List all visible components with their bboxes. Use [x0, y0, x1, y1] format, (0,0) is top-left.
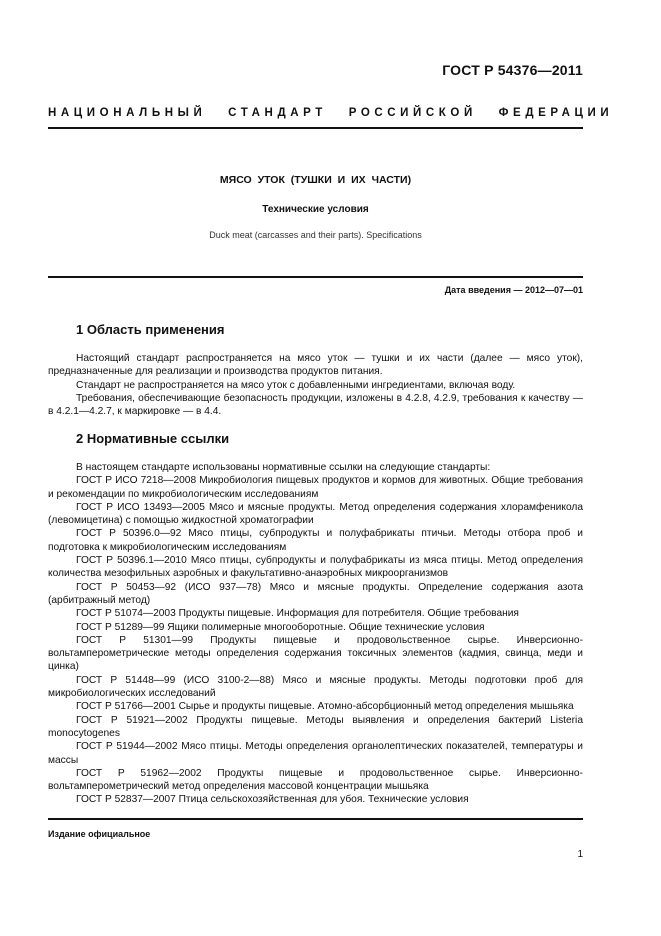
reference-item: ГОСТ Р 51074—2003 Продукты пищевые. Информация для потребителя. Общие требования: [76, 608, 519, 620]
paragraph: Требования, обеспечивающие безопасность продукции, изложены в 4.2.8, 4.2.9, требования к качеству — в 4.2.1—4.2.7, к маркировке — в 4.4.: [48, 392, 583, 418]
section-heading-scope: 1 Область применения: [76, 322, 225, 337]
document-subtitle: Технические условия: [262, 204, 369, 215]
footer-divider: [48, 818, 583, 820]
paragraph: В настоящем стандарте использованы нормативные ссылки на следующие стандарты:: [76, 462, 491, 473]
section-heading-references: 2 Нормативные ссылки: [76, 431, 230, 446]
reference-item: ГОСТ Р 51921—2002 Продукты пищевые. Методы выявления и определения бактерий Listeria monocytogenes: [48, 714, 583, 739]
top-divider: [48, 127, 583, 129]
reference-item: ГОСТ Р 51962—2002 Продукты пищевые и продовольственное сырье. Инверсионно-вольтамперометрический метод определения массовой концентрации мышьяка: [48, 767, 583, 793]
reference-item: ГОСТ Р ИСО 7218—2008 Микробиология пищевых продуктов и кормов для животных. Общие требования и рекомендации по микробиологическим исследованиям: [48, 475, 583, 500]
reference-item: ГОСТ Р 51289—99 Ящики полимерные многооборотные. Общие технические условия: [76, 621, 485, 633]
reference-item: ГОСТ Р 51448—99 (ИСО 3100-2—88) Мясо и мясные продукты. Методы подготовки проб для микробиологических исследований: [48, 674, 583, 700]
reference-item: ГОСТ Р 51766—2001 Сырье и продукты пищевые. Атомно-абсорбционный метод определения мышьяка: [76, 701, 574, 713]
paragraph: Стандарт не распространяется на мясо уток с добавленными ингредиентами, включая воду.: [76, 379, 516, 391]
official-edition-note: Издание официальное: [48, 829, 151, 839]
document-code: ГОСТ Р 54376—2011: [442, 62, 583, 78]
section-body-references: [48, 461, 583, 807]
document-title: МЯСО УТОК (ТУШКИ И ИХ ЧАСТИ): [219, 174, 412, 186]
reference-item: ГОСТ Р 50396.0—92 Мясо птицы, субпродукты и полуфабрикаты птичьи. Методы отбора проб и подготовка к микробиологическим исследованиям: [48, 528, 583, 553]
document-title-english: Duck meat (carcasses and their parts). Specifications: [209, 230, 422, 240]
national-standard-banner: НАЦИОНАЛЬНЫЙ СТАНДАРТ РОССИЙСКОЙ ФЕДЕРАЦИИ: [48, 107, 614, 119]
reference-item: ГОСТ Р 50453—92 (ИСО 937—78) Мясо и мясные продукты. Определение содержания азота (арбитражный метод): [48, 581, 583, 606]
reference-item: ГОСТ Р 51301—99 Продукты пищевые и продовольственное сырье. Инверсионно-вольтамперометрические методы определения содержания токсичных элементов (кадмия, свинца, меди и цинка): [48, 634, 583, 673]
reference-item: ГОСТ Р 50396.1—2010 Мясо птицы, субпродукты и полуфабрикаты из мяса птицы. Метод определения количества мезофильных аэробных и факультативно-анаэробных микроорганизмов: [48, 555, 583, 580]
section-body-scope: [48, 352, 583, 418]
paragraph: Настоящий стандарт распространяется на мясо уток — тушки и их части (далее — мясо уток), предназначенные для реализации и производства продуктов питания.: [48, 353, 583, 378]
reference-item: ГОСТ Р 51944—2002 Мясо птицы. Методы определения органолептических показателей, температуры и массы: [48, 741, 583, 766]
reference-item: ГОСТ Р 52837—2007 Птица сельскохозяйственная для убоя. Технические условия: [76, 794, 469, 806]
introduction-date: Дата введения — 2012—07—01: [444, 285, 583, 295]
title-divider: [48, 276, 583, 278]
reference-item: ГОСТ Р ИСО 13493—2005 Мясо и мясные продукты. Метод определения содержания хлорамфеникола (левомицетина) с помощью жидкостной хроматографии: [48, 501, 583, 527]
page-number: 1: [577, 849, 583, 860]
